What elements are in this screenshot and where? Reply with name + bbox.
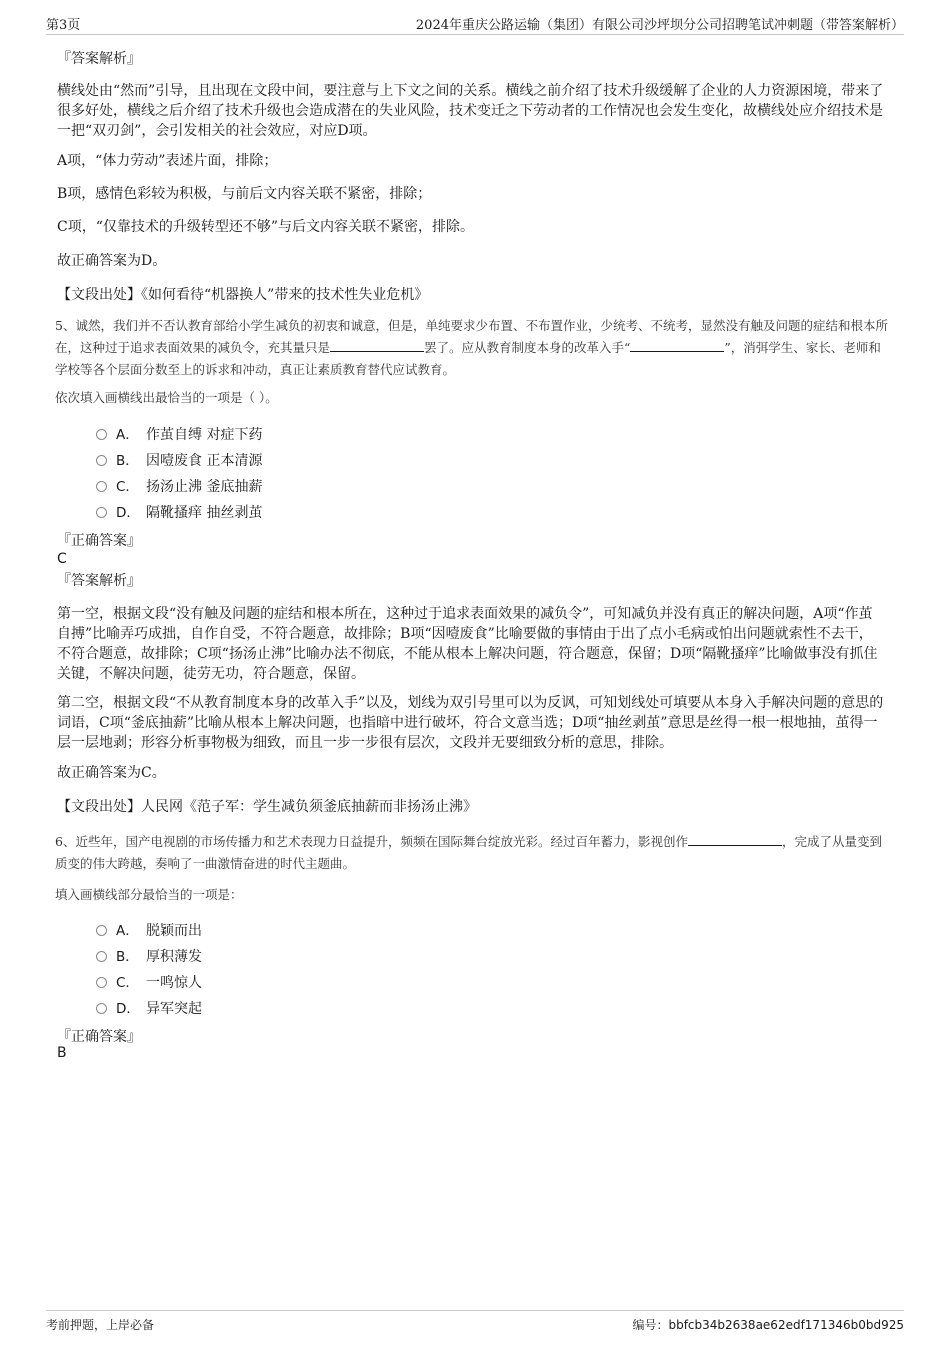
analysis-label: 『答案解析』 xyxy=(57,51,141,67)
radio-icon[interactable] xyxy=(96,977,107,988)
answer-blank xyxy=(688,833,782,846)
radio-icon[interactable] xyxy=(96,951,107,962)
question-6-stem: 6、近些年，国产电视剧的市场传播力和艺术表现力日益提升，频频在国际舞台绽放光彩。经过百年蓄力，影视创作 ，完成了从量变到质变的伟大跨越，奏响了一曲激情奋进的时代主题曲。 xyxy=(55,834,882,871)
answer-blank xyxy=(630,339,724,352)
correct-answer: B xyxy=(57,1045,67,1061)
document-title: 2024年重庆公路运输（集团）有限公司沙坪坝分公司招聘笔试冲刺题（带答案解析） xyxy=(415,18,904,33)
analysis-paragraph: A项，“体力劳动”表述片面，排除； xyxy=(57,153,278,169)
analysis-paragraph: C项，“仅靠技术的升级转型还不够”与后文内容关联不紧密，排除。 xyxy=(57,219,475,235)
option-c[interactable]: C． 扬汤止沸 釜底抽薪 xyxy=(96,477,262,497)
analysis-paragraph: 第一空，根据文段“没有触及问题的症结和根本所在，这种过于追求表面效果的减负令”，可知减负并没有真正的解决问题，A项“作茧自搏”比喻弄巧成拙，自作自受，不符合题意，故排除；B项“因噎废食”比喻要做的事情由于出了点小毛病或怕出问题就索性不去干，不符合题意，故排除；C项“扬汤止沸”比喻办法不彻底，不能从根本上解决问题，符合题意，保留；D项“隔靴搔痒”比喻做事没有抓住关键，不解决问题，徒劳无功，符合题意，保留。 xyxy=(57,606,878,682)
analysis-paragraph: 第二空，根据文段“不从教育制度本身的改革入手”以及，划线为双引号里可以为反讽，可知划线处可填要从本身入手解决问题的意思的词语，C项“釜底抽薪”比喻从根本上解决问题，也指暗中进行破坏，符合文意当选；D项“抽丝剥茧”意思是丝得一根一根地抽，茧得一层一层地剥；形容分析事物极为细致，而且一步一步很有层次，文段并无要细致分析的意思，排除。 xyxy=(57,695,884,751)
radio-icon[interactable] xyxy=(96,481,107,492)
radio-icon[interactable] xyxy=(96,455,107,466)
page-header xyxy=(46,12,904,35)
radio-icon[interactable] xyxy=(96,429,107,440)
analysis-paragraph: B项，感情色彩较为积极，与前后文内容关联不紧密，排除； xyxy=(57,186,432,202)
conclusion: 故正确答案为D。 xyxy=(57,253,167,269)
page-number: 第3页 xyxy=(46,18,81,33)
conclusion: 故正确答案为C。 xyxy=(57,765,166,781)
option-d[interactable]: D． 异军突起 xyxy=(96,999,202,1019)
page-footer xyxy=(46,1310,904,1332)
source-citation: 【文段出处】《如何看待“机器换人”带来的技术性失业危机》 xyxy=(57,287,429,303)
correct-answer-label: 『正确答案』 xyxy=(57,533,141,549)
answer-blank xyxy=(330,339,424,352)
footer-slogan: 考前押题，上岸必备 xyxy=(46,1318,155,1332)
option-c[interactable]: C． 一鸣惊人 xyxy=(96,973,202,993)
document-code: 编号：bbfcb34b2638ae62edf171346b0bd925 xyxy=(632,1318,904,1332)
correct-answer-label: 『正确答案』 xyxy=(57,1029,141,1045)
option-b[interactable]: B． 因噎废食 正本清源 xyxy=(96,451,262,471)
radio-icon[interactable] xyxy=(96,507,107,518)
analysis-label: 『答案解析』 xyxy=(57,573,141,589)
question-6-prompt: 填入画横线部分最恰当的一项是： xyxy=(55,887,243,902)
radio-icon[interactable] xyxy=(96,925,107,936)
question-5-prompt: 依次填入画横线出最恰当的一项是（ ）。 xyxy=(55,390,278,405)
analysis-paragraph: 横线处由“然而”引导，且出现在文段中间，要注意与上下文之间的关系。横线之前介绍了技术升级缓解了企业的人力资源困境，带来了很多好处，横线之后介绍了技术升级也会造成潜在的失业风险，技术变迁之下劳动者的工作情况也会发生变化，故横线处应介绍技术是一把“双刃剑”，会引发相关的社会效应，对应D项。 xyxy=(57,83,884,139)
correct-answer: C xyxy=(57,551,67,567)
option-d[interactable]: D． 隔靴搔痒 抽丝剥茧 xyxy=(96,503,262,523)
question-5-stem: 5、诚然，我们并不否认教育部给小学生减负的初衷和诚意，但是，单纯要求少布置、不布置作业，少统考、不统考，显然没有触及问题的症结和根本所在，这种过于追求表面效果的减负令，充其量只是 罢了。应从教育制度本身的改革入手“ ”，消弭学生、家长、老师和学校等各个层面分数至上的诉求和冲动，真正让素质教育替代应试教育。 xyxy=(55,318,888,377)
source-citation: 【文段出处】人民网《范子军：学生减负须釜底抽薪而非扬汤止沸》 xyxy=(57,799,477,815)
option-b[interactable]: B． 厚积薄发 xyxy=(96,947,202,967)
option-a[interactable]: A． 作茧自缚 对症下药 xyxy=(96,425,262,445)
option-a[interactable]: A． 脱颖而出 xyxy=(96,921,202,941)
radio-icon[interactable] xyxy=(96,1003,107,1014)
